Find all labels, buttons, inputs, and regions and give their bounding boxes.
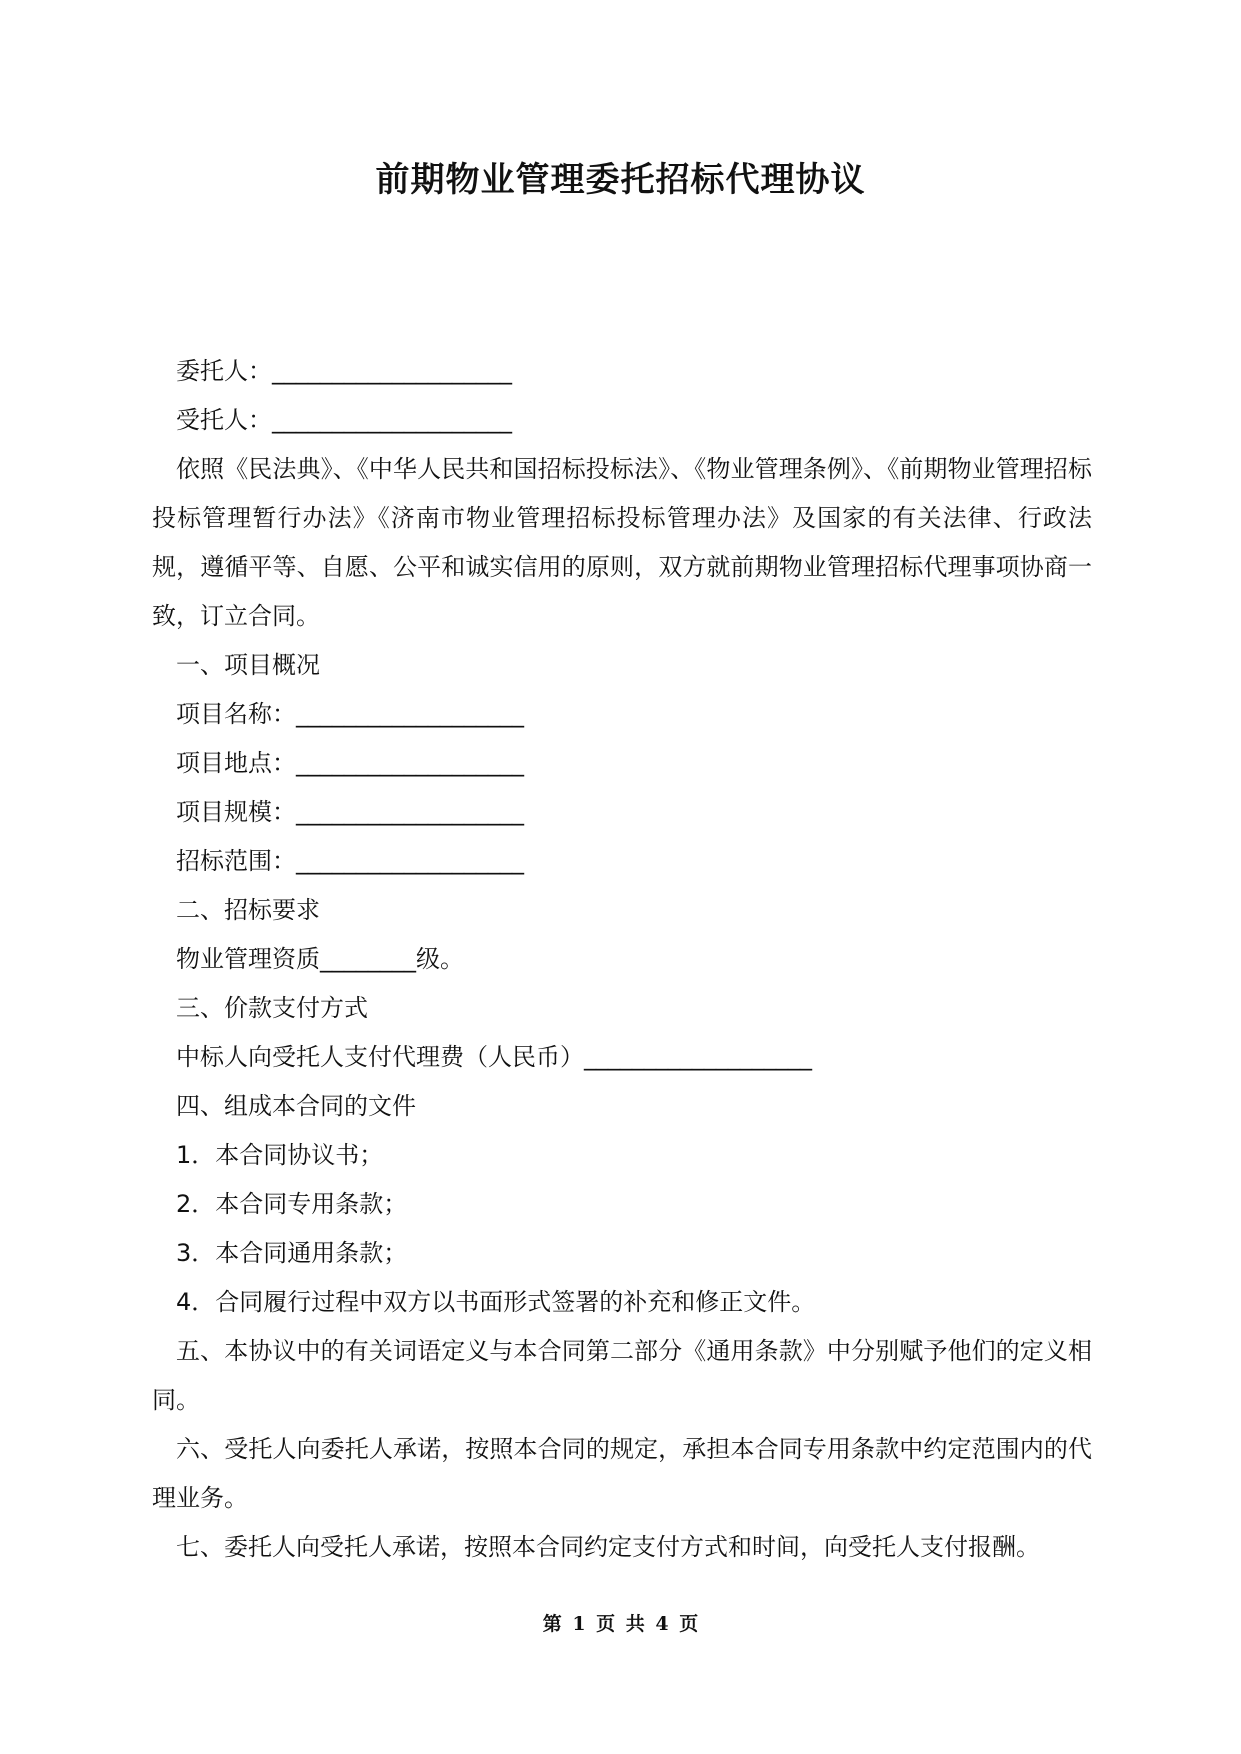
section-7-paragraph: 七、委托人向受托人承诺，按照本合同约定支付方式和时间，向受托人支付报酬。 [176, 1533, 1040, 1561]
section-2-heading: 二、招标要求 [176, 896, 320, 924]
project-location-field: 项目地点：___________________ [176, 749, 524, 777]
section-6-paragraph: 六、受托人向委托人承诺，按照本合同的规定，承担本合同专用条款中约定范围内的代理业务。 [152, 1435, 1092, 1512]
section-4-heading: 四、组成本合同的文件 [176, 1092, 416, 1120]
page-number: 第 1 页 共 4 页 [542, 1613, 699, 1635]
project-scale-field: 项目规模：___________________ [176, 798, 524, 826]
document-item-2: 2．本合同专用条款； [176, 1190, 408, 1218]
section-1-heading: 一、项目概况 [176, 651, 320, 679]
qualification-field: 物业管理资质________级。 [176, 945, 464, 973]
document-item-3: 3．本合同通用条款； [176, 1239, 408, 1267]
document-body [152, 347, 1092, 1572]
principal-field: 委托人：____________________ [176, 357, 512, 385]
document-title: 前期物业管理委托招标代理协议 [375, 160, 866, 200]
document-item-4: 4．合同履行过程中双方以书面形式签署的补充和修正文件。 [176, 1288, 816, 1316]
section-5-paragraph: 五、本协议中的有关词语定义与本合同第二部分《通用条款》中分别赋予他们的定义相同。 [152, 1337, 1092, 1414]
section-3-heading: 三、价款支付方式 [176, 994, 368, 1022]
agent-field: 受托人：____________________ [176, 406, 512, 434]
preamble-paragraph: 依照《民法典》、《中华人民共和国招标投标法》、《物业管理条例》、《前期物业管理招标投标管理暂行办法》《济南市物业管理招标投标管理办法》及国家的有关法律、行政法规，遵循平等、自愿、公平和诚实信用的原则，双方就前期物业管理招标代理事项协商一致，订立合同。 [152, 455, 1092, 630]
project-name-field: 项目名称：___________________ [176, 700, 524, 728]
tender-scope-field: 招标范围：___________________ [176, 847, 524, 875]
payment-field: 中标人向受托人支付代理费（人民币）___________________ [176, 1043, 812, 1071]
document-item-1: 1．本合同协议书； [176, 1141, 384, 1169]
